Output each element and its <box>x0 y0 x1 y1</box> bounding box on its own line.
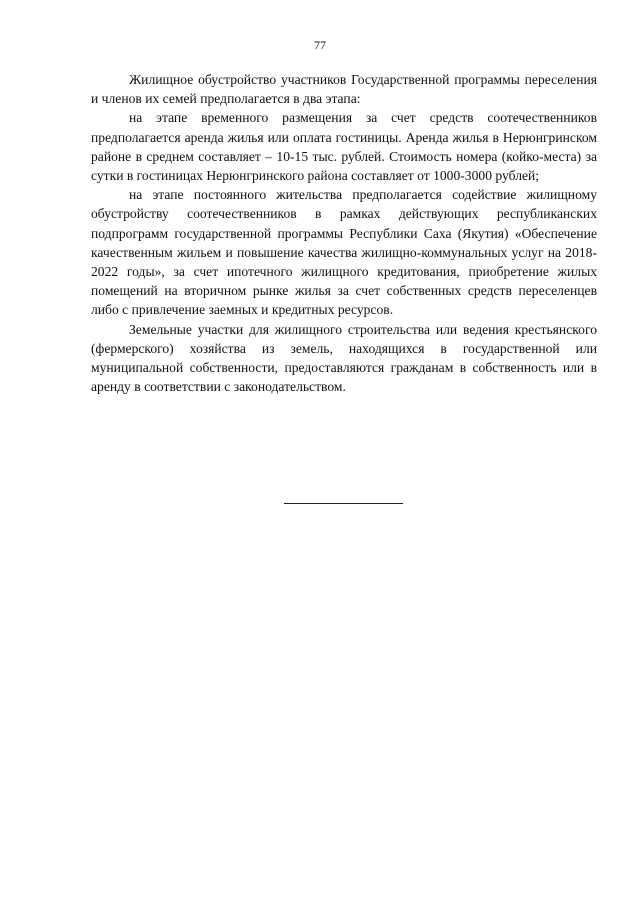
document-body <box>91 70 597 396</box>
paragraph-temporary-stage: на этапе временного размещения за счет средств соотечественников предполагается аренда жилья или оплата гостиницы. Аренда жилья в Нерюнгринском районе в среднем составляет – 10-15 тыс. рублей. Стоимость номера (койко-места) за сутки в гостиницах Нерюнгринского района составляет от 1000-3000 рублей; <box>91 110 597 184</box>
paragraph-permanent-stage: на этапе постоянного жительства предполагается содействие жилищному обустройству соотечественников в рамках действующих республиканских подпрограмм государственной программы Республики Саха (Якутия) «Обеспечение качественным жильем и повышение качества жилищно-коммунальных услуг на 2018-2022 годы», за счет ипотечного жилищного кредитования, приобретение жилых помещений на вторичном рынке жилья за счет собственных средств переселенцев либо с привлечение заемных и кредитных ресурсов. <box>91 187 597 318</box>
paragraph-intro: Жилищное обустройство участников Государственной программы переселения и членов их семей предполагается в два этапа: <box>91 72 597 107</box>
paragraph-land-plots: Земельные участки для жилищного строительства или ведения крестьянского (фермерского) хозяйства из земель, находящихся в государственной или муниципальной собственности, предоставляются гражданам в собственность или в аренду в соответствии с законодательством. <box>91 321 597 395</box>
page-number: 77 <box>314 38 326 52</box>
end-separator-line <box>284 503 403 504</box>
